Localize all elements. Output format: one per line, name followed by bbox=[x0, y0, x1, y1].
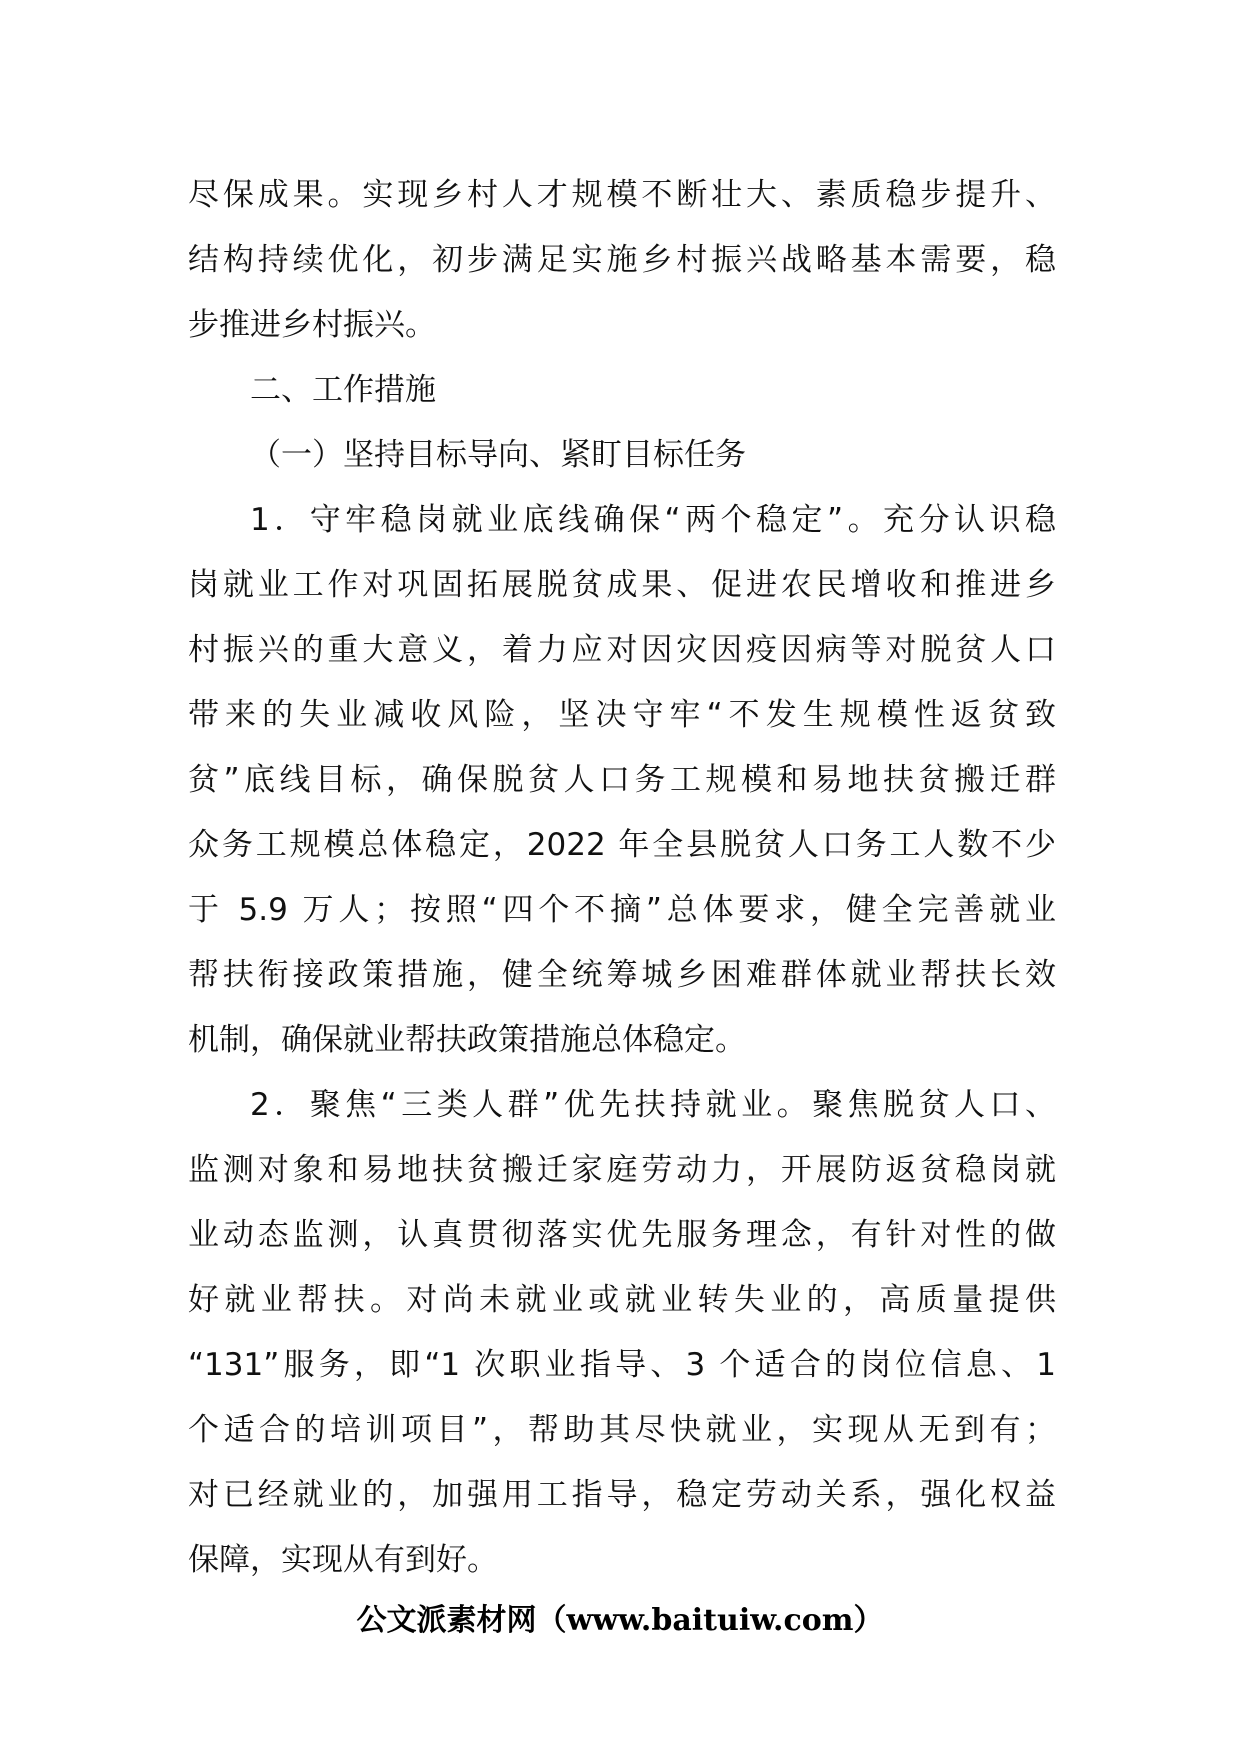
paragraph-line: 业动态监测，认真贯彻落实优先服务理念，有针对性的做 bbox=[188, 1217, 1056, 1253]
section-heading: 二、工作措施 bbox=[250, 372, 436, 408]
paragraph-line: 保障，实现从有到好。 bbox=[188, 1542, 498, 1578]
paragraph-line: 带来的失业减收风险，坚决守牢“不发生规模性返贫致 bbox=[188, 697, 1056, 733]
paragraph-line: 机制，确保就业帮扶政策措施总体稳定。 bbox=[188, 1022, 746, 1058]
footer-watermark: 公文派素材网（www.baituiw.com） bbox=[356, 1603, 884, 1638]
paragraph-line: 众务工规模总体稳定，2022 年全县脱贫人口务工人数不少 bbox=[188, 827, 1056, 863]
paragraph-line: “131”服务，即“1 次职业指导、3 个适合的岗位信息、1 bbox=[188, 1347, 1056, 1383]
paragraph-line: 帮扶衔接政策措施，健全统筹城乡困难群体就业帮扶长效 bbox=[188, 957, 1056, 993]
paragraph-line: 步推进乡村振兴。 bbox=[188, 307, 436, 343]
section-heading: （一）坚持目标导向、紧盯目标任务 bbox=[250, 437, 746, 473]
document-body bbox=[188, 163, 1056, 1593]
paragraph-line: 结构持续优化，初步满足实施乡村振兴战略基本需要，稳 bbox=[188, 242, 1056, 278]
paragraph-line: 1．守牢稳岗就业底线确保“两个稳定”。充分认识稳 bbox=[250, 502, 1056, 538]
paragraph-line: 个适合的培训项目”，帮助其尽快就业，实现从无到有； bbox=[188, 1412, 1056, 1448]
paragraph-line: 2．聚焦“三类人群”优先扶持就业。聚焦脱贫人口、 bbox=[250, 1087, 1056, 1123]
paragraph-line: 贫”底线目标，确保脱贫人口务工规模和易地扶贫搬迁群 bbox=[188, 762, 1056, 798]
paragraph-line: 好就业帮扶。对尚未就业或就业转失业的，高质量提供 bbox=[188, 1282, 1056, 1318]
paragraph-line: 对已经就业的，加强用工指导，稳定劳动关系，强化权益 bbox=[188, 1477, 1056, 1513]
paragraph-line: 监测对象和易地扶贫搬迁家庭劳动力，开展防返贫稳岗就 bbox=[188, 1152, 1056, 1188]
paragraph-line: 村振兴的重大意义，着力应对因灾因疫因病等对脱贫人口 bbox=[188, 632, 1056, 668]
paragraph-line: 岗就业工作对巩固拓展脱贫成果、促进农民增收和推进乡 bbox=[188, 567, 1056, 603]
paragraph-line: 尽保成果。实现乡村人才规模不断壮大、素质稳步提升、 bbox=[188, 177, 1056, 213]
paragraph-line: 于 5.9 万人；按照“四个不摘”总体要求，健全完善就业 bbox=[188, 892, 1056, 928]
